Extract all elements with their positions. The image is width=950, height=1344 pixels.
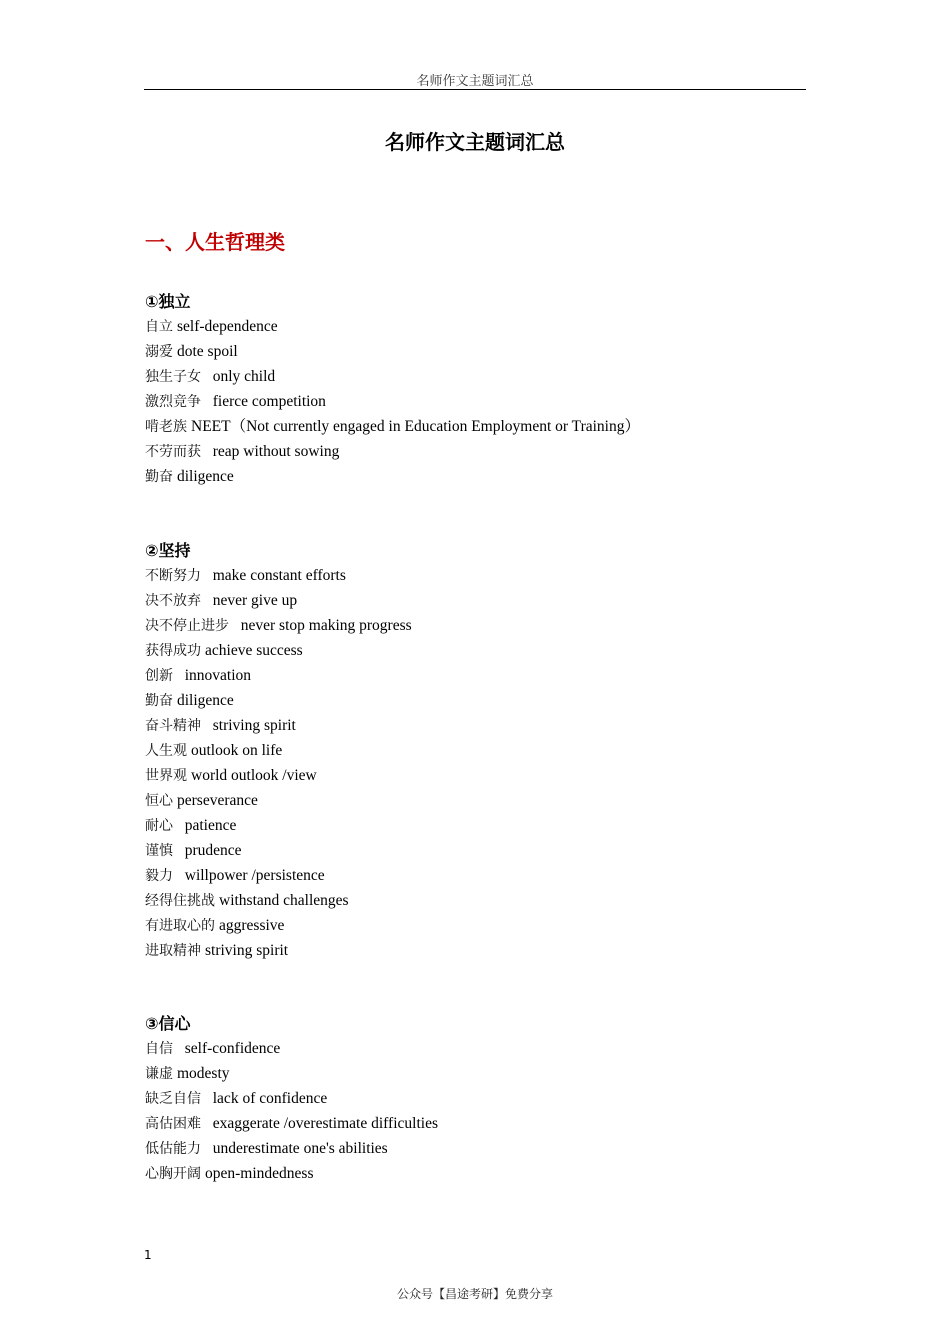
vocab-entry (145, 563, 412, 588)
vocab-entry (145, 339, 640, 364)
vocab-entry (145, 838, 412, 863)
english-term: striving spirit (205, 717, 296, 734)
vocab-entry (145, 1061, 438, 1086)
vocab-entry (145, 464, 640, 489)
vocab-entry (145, 314, 640, 339)
vocab-entry (145, 1161, 438, 1186)
chinese-term: 勤奋 (145, 693, 173, 709)
chinese-term: 经得住挑战 (145, 893, 215, 909)
english-term: world outlook /view (191, 767, 317, 784)
english-term: striving spirit (205, 942, 289, 959)
chinese-term: 不劳而获 (145, 444, 201, 460)
vocab-entry (145, 439, 640, 464)
english-term: diligence (177, 692, 234, 709)
vocab-entry (145, 763, 412, 788)
english-term: make constant efforts (205, 567, 346, 584)
chinese-term: 啃老族 (145, 419, 187, 435)
vocab-entry (145, 588, 412, 613)
vocab-entry (145, 688, 412, 713)
vocab-entry (145, 713, 412, 738)
english-term: achieve success (205, 642, 303, 659)
english-term: withstand challenges (219, 892, 349, 909)
english-term: lack of confidence (205, 1090, 328, 1107)
vocab-entry (145, 638, 412, 663)
english-term: underestimate one's abilities (205, 1140, 388, 1157)
chinese-term: 低估能力 (145, 1141, 201, 1157)
english-term: only child (205, 368, 276, 385)
english-term: willpower /persistence (177, 867, 325, 884)
chinese-term: 缺乏自信 (145, 1091, 201, 1107)
vocab-entry (145, 788, 412, 813)
english-term: never stop making progress (233, 617, 412, 634)
vocab-entry (145, 738, 412, 763)
chinese-term: 独生子女 (145, 369, 201, 385)
subsection-persistence (145, 538, 412, 963)
english-term: reap without sowing (205, 443, 340, 460)
subsection-independence (145, 289, 640, 489)
chinese-term: 溺爱 (145, 344, 173, 360)
vocab-entry (145, 913, 412, 938)
vocab-entry (145, 813, 412, 838)
vocab-entry (145, 1136, 438, 1161)
english-term: exaggerate /overestimate difficulties (205, 1115, 438, 1132)
chinese-term: 获得成功 (145, 643, 201, 659)
vocab-entry (145, 888, 412, 913)
vocab-entry (145, 364, 640, 389)
english-term: fierce competition (205, 393, 326, 410)
chinese-term: 耐心 (145, 818, 173, 834)
english-term: modesty (177, 1065, 230, 1082)
vocab-entry (145, 1086, 438, 1111)
english-term: aggressive (219, 917, 285, 934)
chinese-term: 创新 (145, 668, 173, 684)
subsection-confidence (145, 1011, 438, 1186)
english-term: open-mindedness (205, 1165, 314, 1182)
section-title: 一、人生哲理类 (145, 230, 285, 254)
chinese-term: 恒心 (145, 793, 173, 809)
vocab-entry (145, 613, 412, 638)
chinese-term: 心胸开阔 (145, 1166, 201, 1182)
chinese-term: 毅力 (145, 868, 173, 884)
vocab-entry (145, 389, 640, 414)
vocab-entry (145, 414, 640, 439)
chinese-term: 人生观 (145, 743, 187, 759)
subsection-title: ②坚持 (145, 541, 191, 560)
running-header: 名师作文主题词汇总 (416, 74, 534, 89)
english-term: dote spoil (177, 343, 238, 360)
chinese-term: 激烈竞争 (145, 394, 201, 410)
chinese-term: 世界观 (145, 768, 187, 784)
vocab-entry (145, 938, 412, 963)
english-term: outlook on life (191, 742, 283, 759)
vocab-entry (145, 863, 412, 888)
chinese-term: 自立 (145, 319, 173, 335)
english-term: prudence (177, 842, 242, 859)
page-number: 1 (144, 1248, 152, 1262)
english-term: diligence (177, 468, 234, 485)
vocab-entry (145, 1111, 438, 1136)
chinese-term: 谦虚 (145, 1066, 173, 1082)
english-term: perseverance (177, 792, 258, 809)
subsection-title: ①独立 (145, 292, 191, 311)
subsection-title: ③信心 (145, 1014, 191, 1033)
chinese-term: 谨慎 (145, 843, 173, 859)
footer-text: 公众号【昌途考研】免费分享 (396, 1287, 553, 1301)
english-term: patience (177, 817, 237, 834)
chinese-term: 高估困难 (145, 1116, 201, 1132)
english-term: NEET（Not currently engaged in Education Employment or Training） (191, 418, 640, 435)
chinese-term: 自信 (145, 1041, 173, 1057)
english-term: never give up (205, 592, 298, 609)
chinese-term: 有进取心的 (145, 918, 215, 934)
chinese-term: 进取精神 (145, 943, 201, 959)
vocab-entry (145, 1036, 438, 1061)
document-title: 名师作文主题词汇总 (385, 130, 565, 154)
chinese-term: 勤奋 (145, 469, 173, 485)
english-term: self-dependence (177, 318, 278, 335)
chinese-term: 不断努力 (145, 568, 201, 584)
chinese-term: 决不停止进步 (145, 618, 229, 634)
english-term: innovation (177, 667, 252, 684)
chinese-term: 奋斗精神 (145, 718, 201, 734)
vocab-entry (145, 663, 412, 688)
english-term: self-confidence (177, 1040, 281, 1057)
chinese-term: 决不放弃 (145, 593, 201, 609)
header-divider (144, 89, 806, 90)
